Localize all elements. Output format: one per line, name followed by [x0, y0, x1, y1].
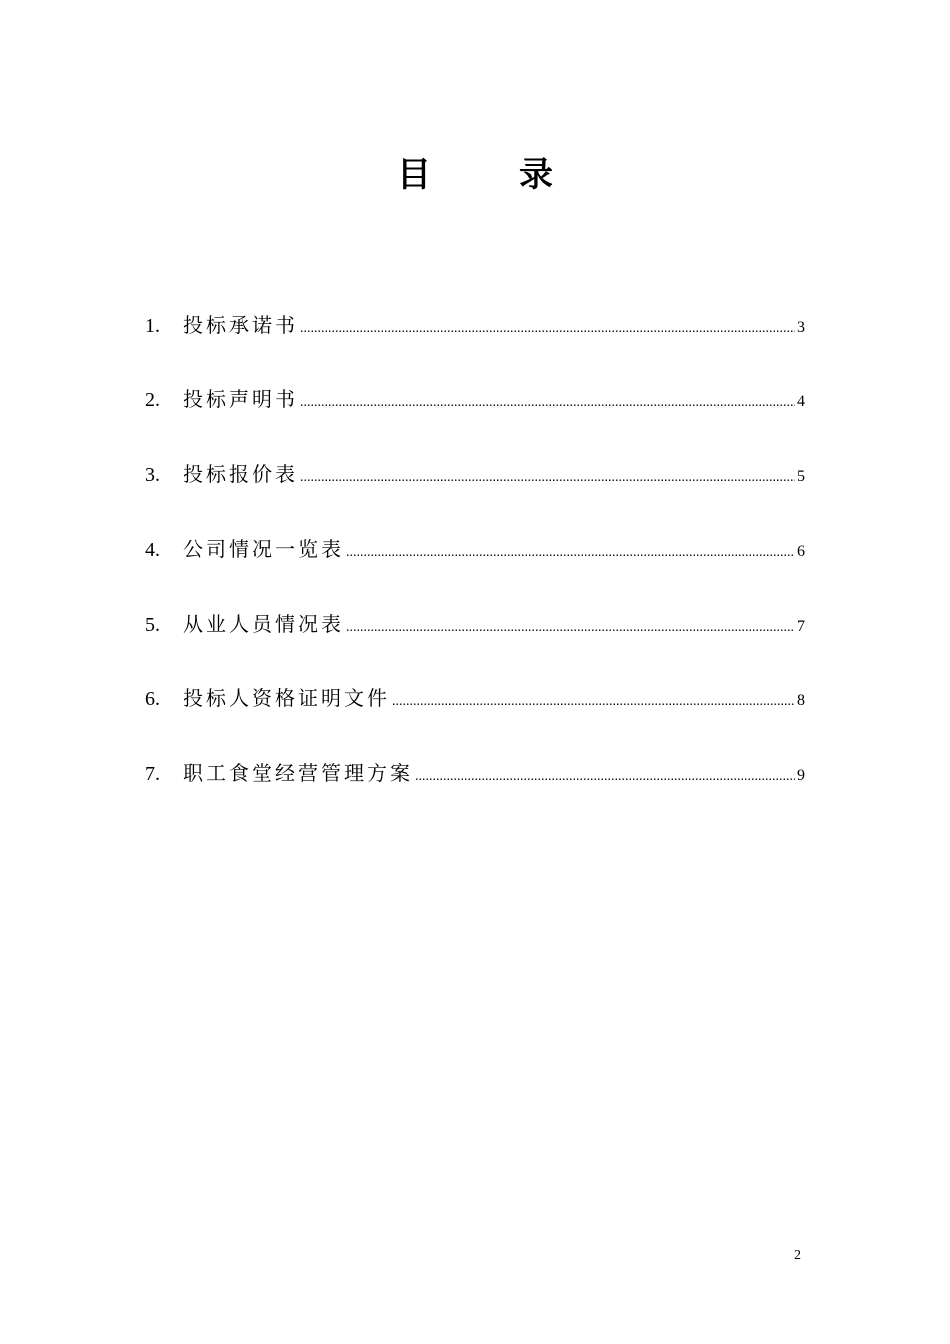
toc-entry-5[interactable] [145, 608, 805, 640]
toc-entry-label: 投标声明书 [183, 387, 298, 411]
page-title [0, 150, 950, 200]
toc-dot-leader [346, 537, 795, 569]
toc-entry-number: 4. [145, 539, 160, 561]
toc-entry-number: 1. [145, 315, 160, 337]
toc-entry-label: 职工食堂经营管理方案 [183, 761, 413, 785]
toc-entry-number: 3. [145, 464, 160, 486]
toc-dot-leader [415, 761, 795, 793]
title-char-2: 录 [519, 155, 553, 195]
toc-entry-4[interactable] [145, 533, 805, 565]
toc-entry-label: 公司情况一览表 [183, 537, 344, 561]
toc-entry-label: 从业人员情况表 [183, 612, 344, 636]
toc-entry-3[interactable] [145, 458, 805, 490]
toc-dot-leader [300, 462, 795, 494]
toc-entry-label: 投标报价表 [183, 462, 298, 486]
toc-entry-7[interactable] [145, 757, 805, 789]
toc-entry-page: 5 [797, 468, 805, 485]
toc-dot-leader [300, 313, 795, 345]
toc-entry-6[interactable] [145, 682, 805, 714]
toc-entry-number: 2. [145, 389, 160, 411]
toc-entry-number: 7. [145, 763, 160, 785]
toc-entry-page: 4 [797, 393, 805, 410]
toc-entry-number: 6. [145, 688, 160, 710]
toc-entry-page: 7 [797, 618, 805, 635]
toc-entry-label: 投标人资格证明文件 [183, 686, 390, 710]
page-number: 2 [794, 1248, 801, 1263]
toc-dot-leader [392, 686, 795, 718]
toc-entry-page: 8 [797, 692, 805, 709]
toc-entry-2[interactable] [145, 383, 805, 415]
toc-entry-page: 6 [797, 543, 805, 560]
toc-entry-number: 5. [145, 614, 160, 636]
title-char-1: 目 [397, 155, 431, 195]
toc-dot-leader [300, 387, 795, 419]
toc-entry-page: 3 [797, 319, 805, 336]
toc-entry-1[interactable] [145, 309, 805, 341]
toc-entry-label: 投标承诺书 [183, 313, 298, 337]
toc-entry-page: 9 [797, 767, 805, 784]
toc-dot-leader [346, 612, 795, 644]
